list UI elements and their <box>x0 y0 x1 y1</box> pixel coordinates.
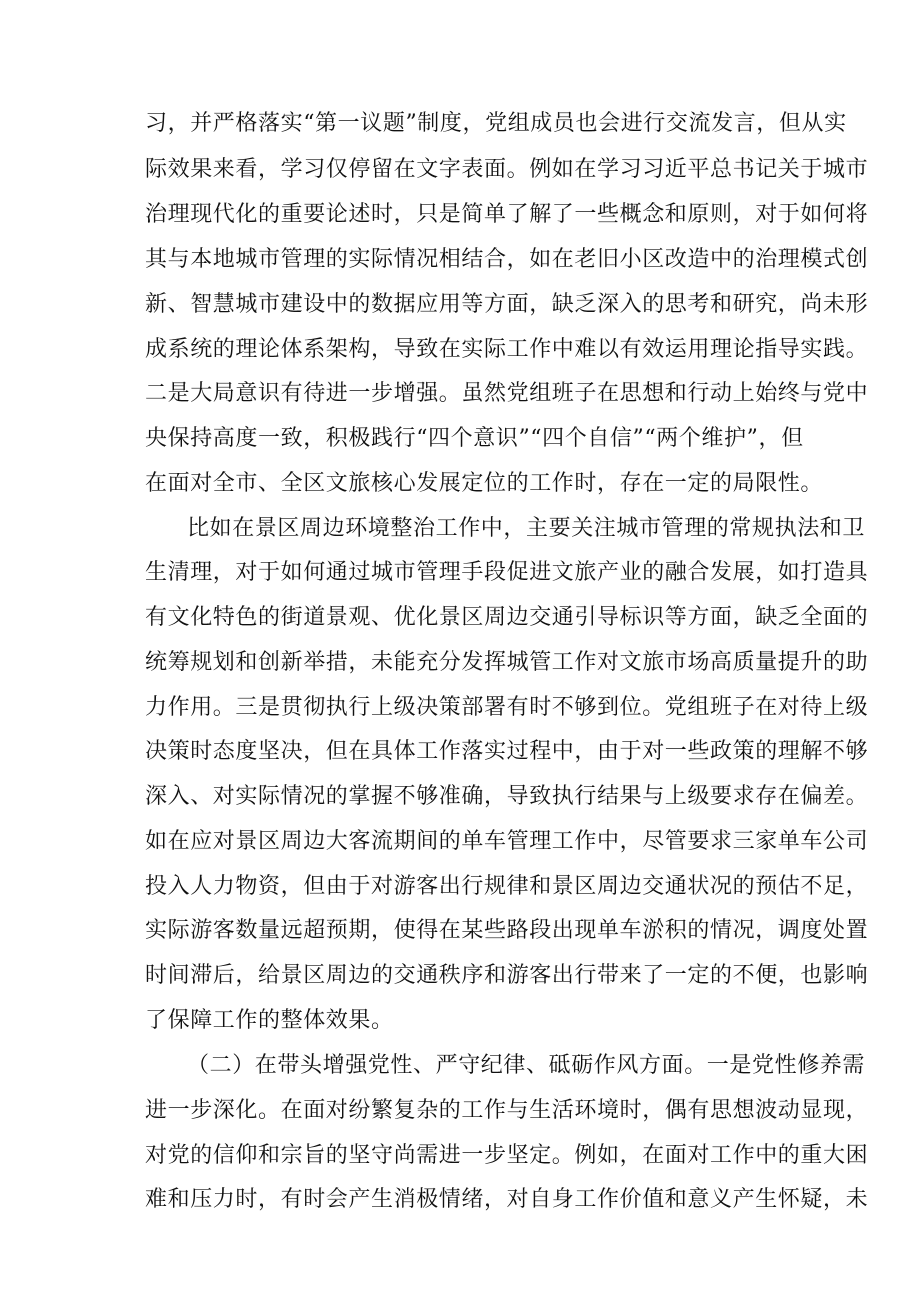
text-line: 时间滞后，给景区周边的交通秩序和游客出行带来了一定的不便，也影响 <box>145 963 869 988</box>
text-line: 新、智慧城市建设中的数据应用等方面，缺乏深入的思考和研究，尚未形 <box>145 292 869 317</box>
text-line: 治理现代化的重要论述时，只是简单了解了一些概念和原则，对于如何将 <box>145 202 869 227</box>
text-line: 成系统的理论体系架构，导致在实际工作中难以有效运用理论指导实践。 <box>145 337 869 362</box>
text-line: 二是大局意识有待进一步增强。虽然党组班子在思想和行动上始终与党中 <box>145 381 869 406</box>
text-line: 投入人力物资，但由于对游客出行规律和景区周边交通状况的预估不足， <box>145 874 869 899</box>
text-line: 习，并严格落实“第一议题”制度，党组成员也会进行交流发言，但从实 <box>145 111 847 136</box>
text-line: 对党的信仰和宗旨的坚守尚需进一步坚定。例如，在面对工作中的重大困 <box>145 1143 869 1168</box>
text-line: 决策时态度坚决，但在具体工作落实过程中，由于对一些政策的理解不够 <box>145 739 869 764</box>
text-line: 有文化特色的街道景观、优化景区周边交通引导标识等方面，缺乏全面的 <box>145 605 869 630</box>
text-line: 在面对全市、全区文旅核心发展定位的工作时，存在一定的局限性。 <box>145 471 824 496</box>
text-line: 如在应对景区周边大客流期间的单车管理工作中，尽管要求三家单车公司 <box>145 829 869 854</box>
text-line: 际效果来看，学习仅停留在文字表面。例如在学习习近平总书记关于城市 <box>145 157 869 182</box>
text-line: 央保持高度一致，积极践行“四个意识”“四个自信”“两个维护”，但 <box>145 426 804 451</box>
text-line: 生清理，对于如何通过城市管理手段促进文旅产业的融合发展，如打造具 <box>145 560 869 585</box>
text-line: 难和压力时，有时会产生消极情绪，对自身工作价值和意义产生怀疑，未 <box>145 1187 869 1212</box>
paragraph-first-line: 比如在景区周边环境整治工作中，主要关注城市管理的常规执法和卫 <box>187 516 866 541</box>
text-line: 实际游客数量远超预期，使得在某些路段出现单车淤积的情况，调度处置 <box>145 918 869 943</box>
text-line: 深入、对实际情况的掌握不够准确，导致执行结果与上级要求存在偏差。 <box>145 784 869 809</box>
text-line: 其与本地城市管理的实际情况相结合，如在老旧小区改造中的治理模式创 <box>145 247 869 272</box>
text-line: 进一步深化。在面对纷繁复杂的工作与生活环境时，偶有思想波动显现， <box>145 1098 869 1123</box>
text-line: 统筹规划和创新举措，未能充分发挥城管工作对文旅市场高质量提升的助 <box>145 650 869 675</box>
text-line: 了保障工作的整体效果。 <box>145 1008 394 1033</box>
text-line: 力作用。三是贯彻执行上级决策部署有时不够到位。党组班子在对待上级 <box>145 695 869 720</box>
section-heading-line: （二）在带头增强党性、严守纪律、砥砺作风方面。一是党性修养需 <box>187 1053 866 1078</box>
